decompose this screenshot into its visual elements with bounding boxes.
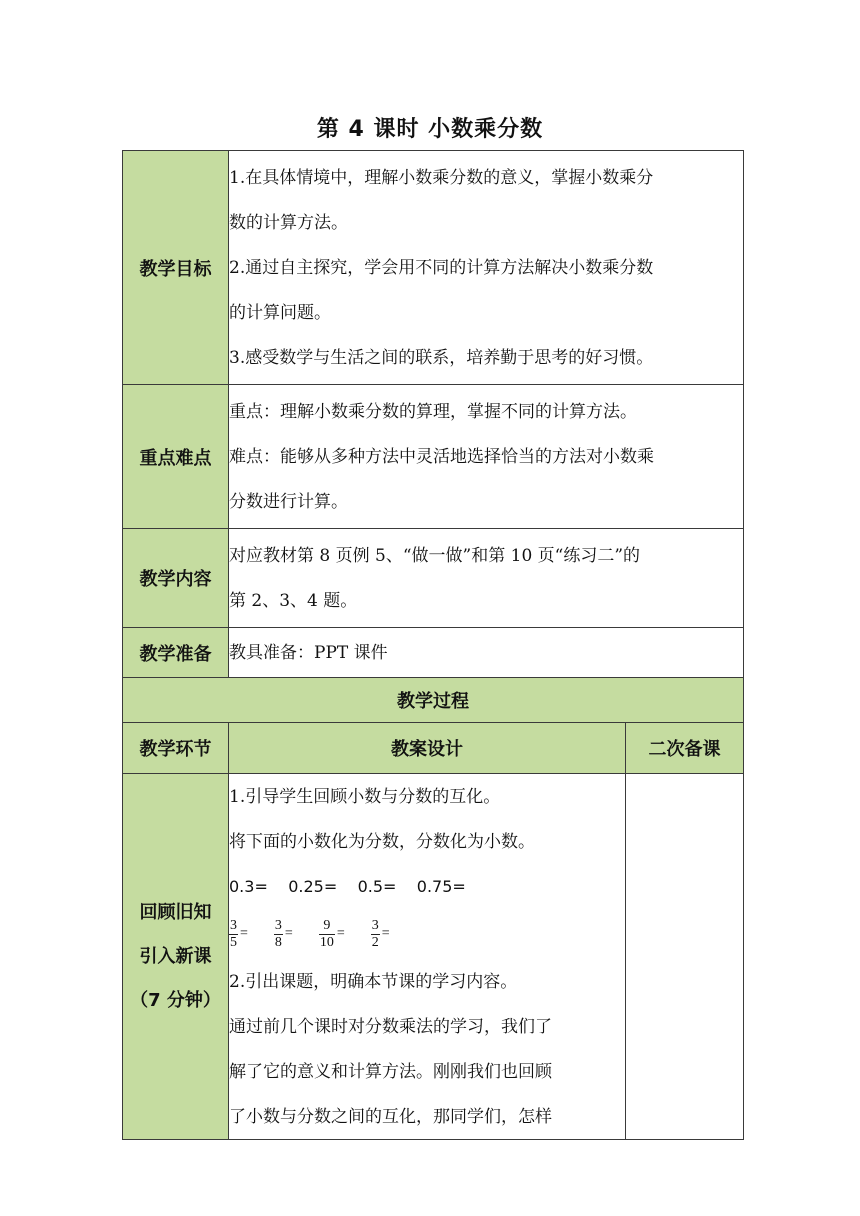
- fraction: $\frac{3}{8}$: [274, 917, 282, 950]
- fraction: $\frac{9}{10}$: [319, 917, 334, 950]
- preparation-row: [123, 628, 744, 678]
- col-stage-header: 教学环节: [123, 723, 229, 774]
- process-heading: 教学过程: [123, 678, 744, 723]
- col-design-header: 教案设计: [229, 723, 626, 774]
- objectives-label: 教学目标: [123, 151, 229, 385]
- column-header-row: [123, 723, 744, 774]
- process-header-row: [123, 678, 744, 723]
- preparation-text: 教具准备：PPT 课件: [229, 628, 744, 678]
- col-notes-header: 二次备课: [626, 723, 744, 774]
- key-points-label: 重点难点: [123, 385, 229, 529]
- review-row: [123, 774, 744, 1140]
- content-label: 教学内容: [123, 529, 229, 628]
- lesson-title: 第 4 课时 小数乘分数: [316, 117, 544, 142]
- objective-line: 的计算问题。: [229, 303, 331, 323]
- review-line: 通过前几个课时对分数乘法的学习，我们了: [229, 1017, 552, 1037]
- fraction-exercise: $\frac{3}{5}$ = $\frac{3}{8}$ = $\frac{9}{10}$ = $\frac{3}{2}$ =: [230, 917, 390, 950]
- review-stage-label: [123, 774, 229, 1140]
- content-line: 对应教材第 8 页例 5、“做一做”和第 10 页“练习二”的: [229, 546, 641, 566]
- review-notes-cell: [626, 774, 744, 1140]
- review-line: 了小数与分数之间的互化，那同学们，怎样: [229, 1107, 552, 1127]
- objectives-content: [229, 151, 744, 385]
- objective-line: 数的计算方法。: [229, 213, 348, 233]
- fraction: $\frac{3}{2}$: [371, 917, 379, 950]
- content-line: 第 2、3、4 题。: [229, 591, 358, 611]
- review-line: 1.引导学生回顾小数与分数的互化。: [229, 787, 501, 807]
- review-line: 解了它的意义和计算方法。刚刚我们也回顾: [229, 1062, 552, 1082]
- stage-line: 回顾旧知: [139, 901, 212, 923]
- key-point-line: 重点：理解小数乘分数的算理，掌握不同的计算方法。: [229, 402, 637, 422]
- preparation-label: 教学准备: [123, 628, 229, 678]
- key-points-row: [123, 385, 744, 529]
- review-line: 2.引出课题，明确本节课的学习内容。: [229, 972, 518, 992]
- key-points-content: [229, 385, 744, 529]
- objective-line: 1.在具体情境中，理解小数乘分数的意义，掌握小数乘分: [229, 168, 654, 188]
- decimal-exercise: 0.3= 0.25= 0.5= 0.75=: [229, 877, 466, 896]
- content-row: [123, 529, 744, 628]
- stage-line: （7 分钟）: [130, 989, 221, 1011]
- objectives-row: [123, 151, 744, 385]
- objective-line: 2.通过自主探究，学会用不同的计算方法解决小数乘分数: [229, 258, 654, 278]
- content-text: [229, 529, 744, 628]
- fraction: $\frac{3}{5}$: [230, 917, 237, 950]
- review-line: 将下面的小数化为分数，分数化为小数。: [229, 832, 535, 852]
- objective-line: 3.感受数学与生活之间的联系，培养勤于思考的好习惯。: [229, 348, 654, 368]
- review-design: [229, 774, 626, 1140]
- lesson-plan-table: [122, 150, 744, 1140]
- difficulty-line: 分数进行计算。: [229, 492, 348, 512]
- stage-line: 引入新课: [139, 945, 212, 967]
- difficulty-line: 难点：能够从多种方法中灵活地选择恰当的方法对小数乘: [229, 447, 654, 467]
